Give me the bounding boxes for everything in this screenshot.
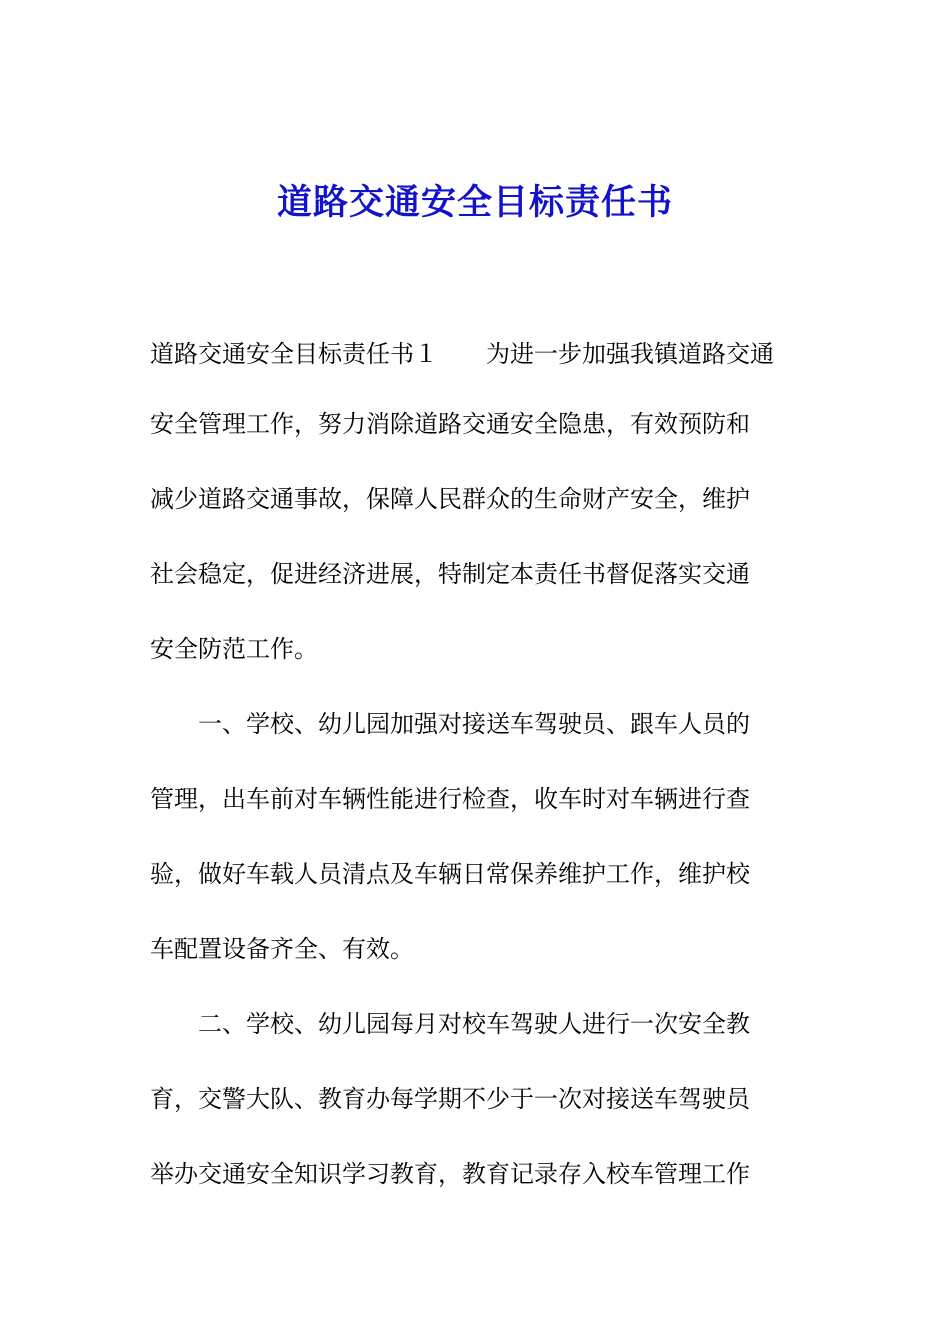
- body-line: 安全防范工作。: [150, 635, 318, 663]
- body-line: 社会稳定，促进经济进展，特制定本责任书督促落实交通: [150, 560, 750, 588]
- body-line: 安全管理工作，努力消除道路交通安全隐患，有效预防和: [150, 410, 750, 438]
- body-line: 减少道路交通事故，保障人民群众的生命财产安全，维护: [150, 485, 750, 513]
- body-line: 一、学校、幼儿园加强对接送车驾驶员、跟车人员的: [150, 710, 750, 738]
- body-line: 验，做好车载人员清点及车辆日常保养维护工作，维护校: [150, 860, 750, 888]
- body-line: 管理，出车前对车辆性能进行检查，收车时对车辆进行查: [150, 785, 750, 813]
- body-line: 二、学校、幼儿园每月对校车驾驶人进行一次安全教: [150, 1010, 750, 1038]
- body-line: 车配置设备齐全、有效。: [150, 935, 414, 963]
- body-line: 道路交通安全目标责任书１ 为进一步加强我镇道路交通: [150, 340, 774, 368]
- body-line: 举办交通安全知识学习教育，教育记录存入校车管理工作: [150, 1160, 750, 1188]
- document-title: 道路交通安全目标责任书: [276, 182, 673, 223]
- body-line: 育，交警大队、教育办每学期不少于一次对接送车驾驶员: [150, 1085, 750, 1113]
